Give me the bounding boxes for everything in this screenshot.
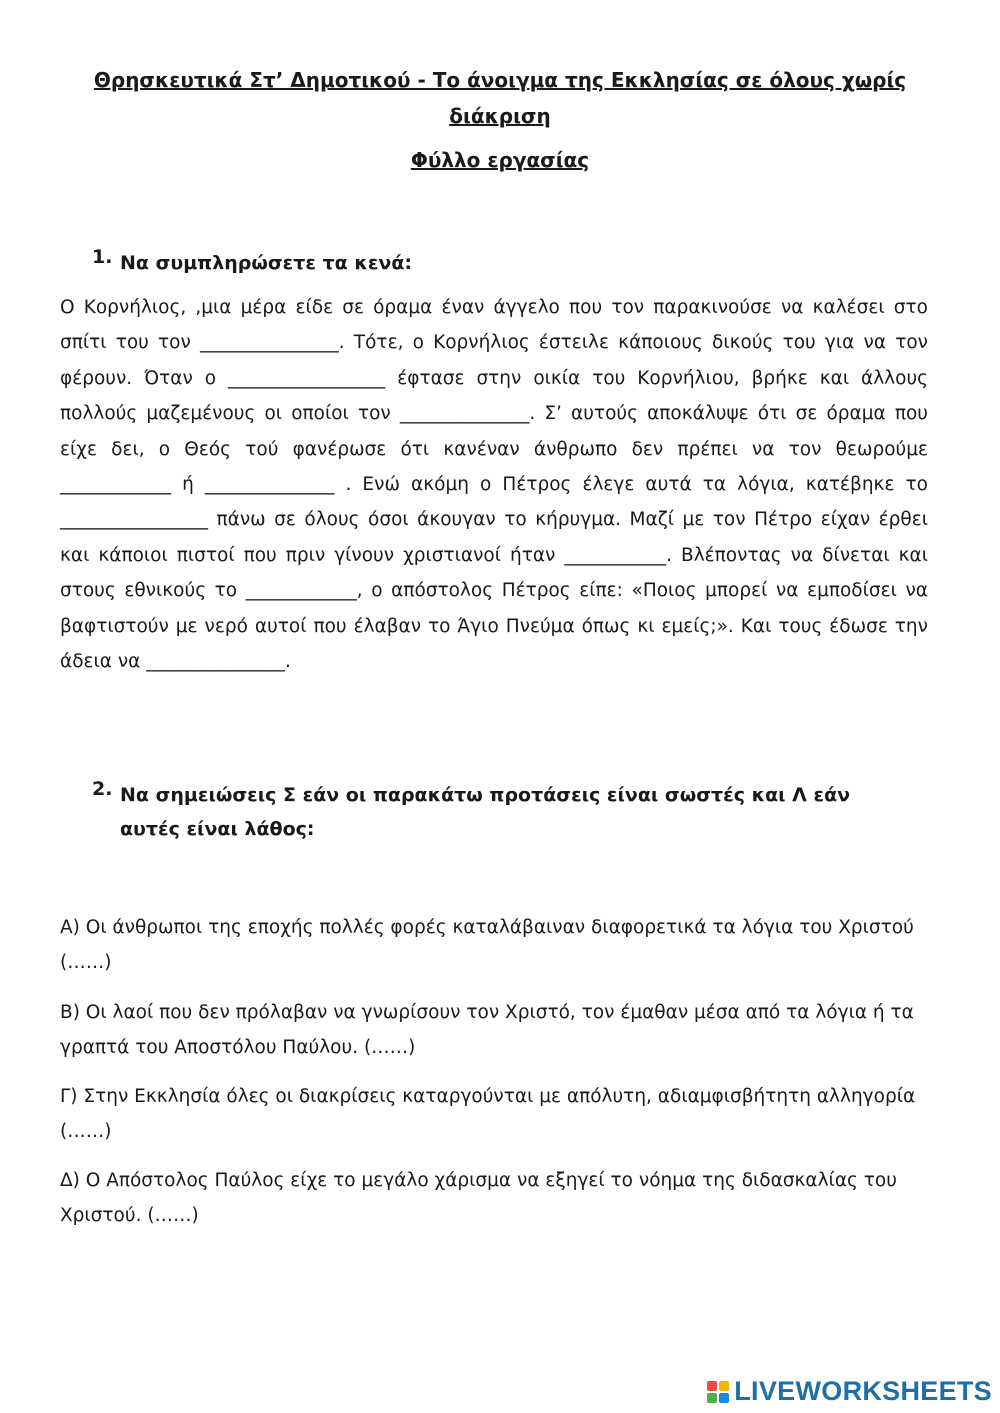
logo-block: [707, 1381, 717, 1391]
paragraph-text: . Ενώ ακόμη ο Πέτρος έλεγε αυτά τα λόγια, κατέβηκε το: [334, 474, 928, 496]
question-2-text: Να σημειώσεις Σ εάν οι παρακάτω προτάσεις είναι σωστές και Λ εάν αυτές είναι λάθος:: [120, 784, 851, 840]
blank-field[interactable]: _______________: [146, 651, 286, 673]
paragraph-text: ή: [171, 474, 205, 496]
paragraph-text: πάνω σε όλους όσοι άκουγαν το κήρυγμα. Μαζί με τον Πέτρο είχαν έρθει και κάποιοι πιστοί που πριν γίνουν χριστιανοί ήταν: [60, 509, 928, 566]
true-false-statement-b[interactable]: Β) Οι λαοί που δεν πρόλαβαν να γνωρίσουν τον Χριστό, τον έμαθαν μέσα από τα λόγια ή τα γραπτά του Αποστόλου Παύλου. (……): [60, 1002, 914, 1058]
worksheet-title: Θρησκευτικά Στ’ Δημοτικού - Το άνοιγμα της Εκκλησίας σε όλους χωρίς διάκριση: [93, 68, 907, 128]
blank-field[interactable]: ______________: [204, 474, 335, 496]
question-2-heading: [92, 778, 912, 846]
blank-field[interactable]: ______________: [399, 403, 530, 425]
question-1-text: Να συμπληρώσετε τα κενά:: [120, 252, 413, 274]
paragraph-text: .: [285, 651, 291, 673]
worksheet-subtitle: Φύλλο εργασίας: [410, 148, 590, 172]
logo-text: LIVEWORKSHEETS: [734, 1376, 992, 1406]
blank-field[interactable]: _______________: [200, 332, 339, 354]
blank-field[interactable]: ___________: [564, 544, 667, 566]
paragraph-text: . Τότε, ο Κορνήλιος έστειλε κάποιους δικούς του για να τον φέρουν. Όταν ο: [60, 332, 928, 389]
question-2-number: 2.: [92, 778, 113, 800]
question-1-number: 1.: [92, 246, 113, 268]
blank-field[interactable]: ____________: [245, 580, 357, 602]
blank-field[interactable]: ________________: [60, 509, 208, 531]
paragraph-text: , ο απόστολος Πέτρος είπε: «Ποιος μπορεί να εμποδίσει να βαφτιστούν με νερό αυτοί που έλαβαν το Άγιο Πνεύμα όπως κι εμείς;». Και τους έδωσε την άδεια να: [60, 580, 928, 673]
true-false-statement-d[interactable]: Δ) Ο Απόστολος Παύλος είχε το μεγάλο χάρισμα να εξηγεί το νόημα της διδασκαλίας του Χριστού. (……): [60, 1170, 897, 1226]
logo-block: [707, 1393, 717, 1403]
blank-field[interactable]: _________________: [228, 367, 386, 389]
true-false-statement-a[interactable]: Α) Οι άνθρωποι της εποχής πολλές φορές καταλάβαιναν διαφορετικά τα λόγια του Χριστού (……): [60, 917, 914, 973]
blank-field[interactable]: ____________: [60, 474, 171, 496]
liveworksheets-logo: [707, 1376, 992, 1407]
paragraph-text: . Σ’ αυτούς αποκάλυψε ότι σε όραμα που είχε δει, ο Θεός τού φανέρωσε ότι κανέναν άνθρωπο δεν πρέπει να τον θεωρούμε: [60, 403, 928, 460]
paragraph-text: έφτασε στην οικία του Κορνήλιου, βρήκε και άλλους πολλούς μαζεμένους οι οποίοι τον: [60, 367, 929, 425]
logo-block: [719, 1381, 729, 1391]
fill-in-paragraph: [60, 290, 928, 679]
logo-blocks-icon: [707, 1381, 729, 1403]
logo-block: [719, 1393, 729, 1403]
paragraph-text: Ο Κορνήλιος, ,μια μέρα είδε σε όραμα έναν άγγελο που τον παρακινούσε να καλέσει στο σπίτι του τον: [60, 297, 928, 354]
question-1-heading: [92, 246, 912, 280]
true-false-statement-c[interactable]: Γ) Στην Εκκλησία όλες οι διακρίσεις καταργούνται με απόλυτη, αδιαμφισβήτητη αλληγορία (……): [60, 1086, 916, 1142]
paragraph-text: . Βλέποντας να δίνεται και στους εθνικούς το: [60, 544, 929, 602]
